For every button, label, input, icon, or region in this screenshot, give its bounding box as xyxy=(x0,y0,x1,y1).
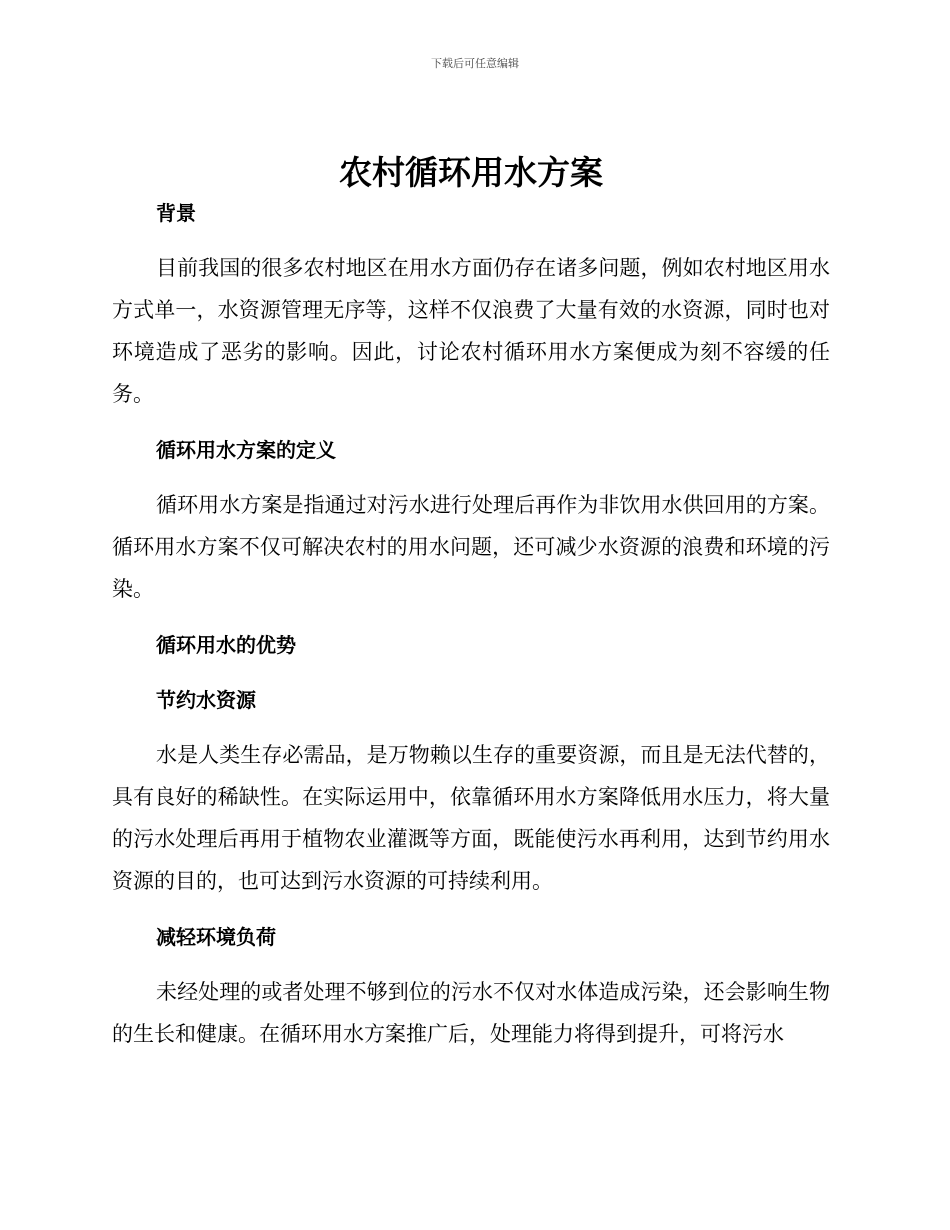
paragraph-background: 目前我国的很多农村地区在用水方面仍存在诸多问题，例如农村地区用水方式单一，水资源管理无序等，这样不仅浪费了大量有效的水资源，同时也对环境造成了恶劣的影响。因此，讨论农村循环用水方案便成为刻不容缓的任务。 xyxy=(112,256,830,406)
paragraph-reduce-burden: 未经处理的或者处理不够到位的污水不仅对水体造成污染，还会影响生物的生长和健康。在循环用水方案推广后，处理能力将得到提升，可将污水 xyxy=(112,980,830,1046)
heading-save-water: 节约水资源 xyxy=(156,688,256,712)
paragraph-definition: 循环用水方案是指通过对污水进行处理后再作为非饮用水供回用的方案。循环用水方案不仅可解决农村的用水问题，还可减少水资源的浪费和环境的污染。 xyxy=(112,493,830,601)
document-body xyxy=(112,150,830,1055)
document-title: 农村循环用水方案 xyxy=(339,153,603,192)
heading-advantages: 循环用水的优势 xyxy=(156,633,296,657)
heading-reduce-burden: 减轻环境负荷 xyxy=(156,925,276,949)
heading-definition: 循环用水方案的定义 xyxy=(156,438,336,462)
paragraph-save-water: 水是人类生存必需品，是万物赖以生存的重要资源，而且是无法代替的，具有良好的稀缺性。在实际运用中，依靠循环用水方案降低用水压力，将大量的污水处理后再用于植物农业灌溉等方面，既能使污水再利用，达到节约用水资源的目的，也可达到污水资源的可持续利用。 xyxy=(112,743,830,893)
page-header-note: 下载后可任意编辑 xyxy=(431,57,519,70)
heading-background: 背景 xyxy=(156,201,196,225)
